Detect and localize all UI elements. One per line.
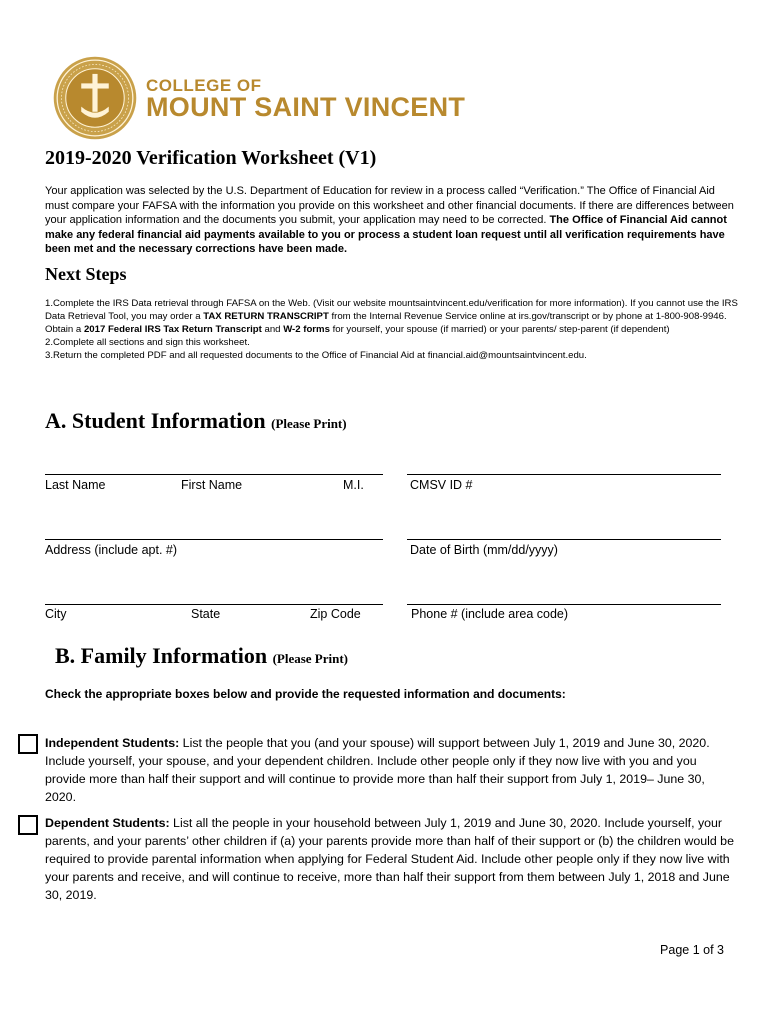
dependent-students-paragraph — [45, 814, 735, 904]
page-number: Page 1 of 3 — [660, 943, 724, 957]
independent-students-text: List the people that you (and your spouse) will support between July 1, 2019 and June 30, 2020. Include yourself, your spouse, and your dependent children. Include other people only if they now live with you and you provide more than half their support and will continue to provide more than half their support from July 1, 2019– June 30, 2020. — [45, 736, 710, 804]
intro-paragraph — [45, 184, 735, 257]
section-a-note: (Please Print) — [271, 416, 347, 431]
section-a-heading — [45, 408, 347, 434]
section-b-instruction: Check the appropriate boxes below and provide the requested information and documents: — [45, 687, 566, 701]
cmsv-id-field-line[interactable] — [407, 474, 721, 475]
city-state-zip-field-line[interactable] — [45, 604, 383, 605]
step-2: 2.Complete all sections and sign this worksheet. — [45, 337, 250, 348]
city-label: City — [45, 607, 67, 621]
independent-students-label: Independent Students: — [45, 736, 180, 750]
address-label: Address (include apt. #) — [45, 543, 178, 557]
step-1-text-g: for yourself, your spouse (if married) or your parents/ step-parent (if dependent) — [329, 324, 670, 335]
dependent-students-label: Dependent Students: — [45, 816, 170, 830]
independent-students-paragraph — [45, 734, 735, 806]
name-field-line[interactable] — [45, 474, 383, 475]
logo-text-mount-saint-vincent: MOUNT SAINT VINCENT — [146, 92, 466, 122]
address-field-line[interactable] — [45, 539, 383, 540]
next-steps-heading: Next Steps — [45, 264, 127, 284]
step-1-text-a: 1.Complete the IRS Data retrieval through FAFSA on the Web. (Visit our website mountsaintvincent.edu/verification for more information). If you cannot use the IRS Data Retrieval Tool, you may order a — [45, 298, 738, 322]
mi-label: M.I. — [343, 478, 364, 492]
step-1-text-e: and — [261, 324, 284, 335]
next-steps-list — [45, 297, 740, 362]
section-a-title: A. Student Information — [45, 408, 266, 433]
page-title: 2019-2020 Verification Worksheet (V1) — [45, 147, 377, 169]
step-1-w2-forms: W-2 forms — [283, 324, 330, 335]
step-3: 3.Return the completed PDF and all requested documents to the Office of Financial Aid at financial.aid@mountsaintvincent.edu. — [45, 350, 587, 361]
college-seal-logo — [52, 55, 138, 141]
first-name-label: First Name — [181, 478, 243, 492]
step-1 — [45, 297, 740, 336]
phone-field-line[interactable] — [407, 604, 721, 605]
last-name-label: Last Name — [45, 478, 106, 492]
logo-text-college-of: COLLEGE OF — [146, 76, 262, 95]
dependent-students-checkbox[interactable] — [18, 815, 38, 835]
step-1-text-c: from the Internal Revenue Service online at irs.gov/transcript or by phone at 1-800-908-9946. Obtain a — [45, 311, 727, 335]
zip-label: Zip Code — [310, 607, 361, 621]
section-b-note: (Please Print) — [272, 651, 349, 666]
intro-bold-text: The Office of Financial Aid cannot make any federal financial aid payments available to you or process a student loan request until all verification requirements have been met and the necessary corrections have been made. — [45, 214, 727, 256]
dob-field-line[interactable] — [407, 539, 721, 540]
step-1-irs-transcript: 2017 Federal IRS Tax Return Transcript — [83, 324, 262, 335]
section-b-heading — [55, 643, 348, 669]
dob-label: Date of Birth (mm/dd/yyyy) — [410, 543, 558, 557]
dependent-students-text: List all the people in your household between July 1, 2019 and June 30, 2020. Include yourself, your parents, and your parents’ other children if (a) your parents provide more than half of their support or (b) the children would be required to provide parental information when applying for Federal Student Aid. Include other people only if they now live with your parents and receive, and will continue to receive, more than half their support from them between July 1, 2018 and June 30, 2019. — [45, 816, 734, 902]
cmsv-id-label: CMSV ID # — [410, 478, 473, 492]
phone-label: Phone # (include area code) — [411, 607, 569, 621]
step-1-tax-transcript: TAX RETURN TRANSCRIPT — [203, 311, 329, 322]
section-b-title: B. Family Information — [55, 643, 268, 668]
state-label: State — [191, 607, 221, 621]
independent-students-checkbox[interactable] — [18, 734, 38, 754]
intro-text: Your application was selected by the U.S. Department of Education for review in a process called “Verification.” The Office of Financial Aid must compare your FAFSA with the information you provide on this worksheet and other financial documents. If there are differences between your application information and the documents you submit, your application may need to be corrected. — [45, 185, 734, 227]
